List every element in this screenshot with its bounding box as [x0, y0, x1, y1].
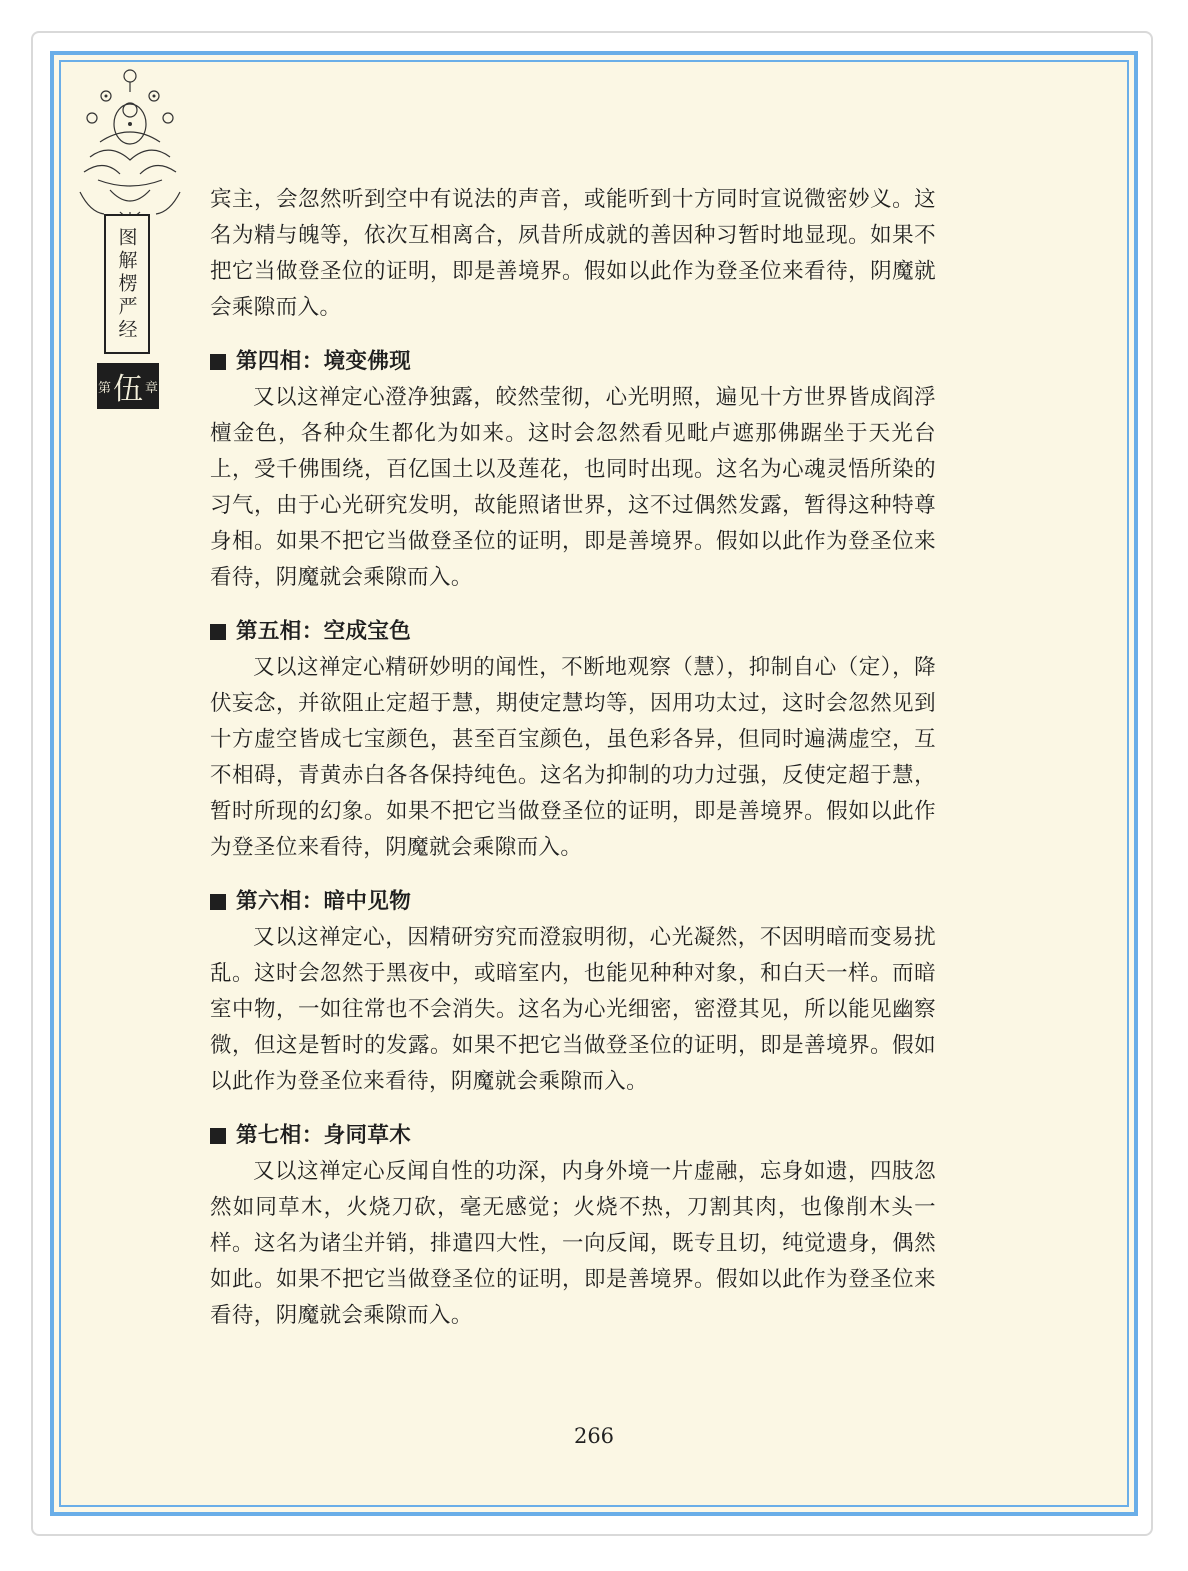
section-heading-text: 第七相：身同草木 — [236, 1123, 412, 1148]
section-heading-text: 第五相：空成宝色 — [236, 619, 412, 644]
square-bullet-icon — [210, 354, 226, 370]
section-7 — [210, 1118, 936, 1334]
chapter-number: 伍 — [113, 372, 143, 407]
page-number: 266 — [573, 1424, 615, 1448]
square-bullet-icon — [210, 894, 226, 910]
section-heading — [210, 884, 936, 920]
section-heading — [210, 1118, 936, 1154]
book-title: 图解楞严经 — [115, 226, 138, 342]
chapter-prefix: 第 — [97, 380, 111, 396]
square-bullet-icon — [210, 1128, 226, 1144]
section-5 — [210, 614, 936, 866]
book-title-label — [104, 214, 150, 354]
section-heading — [210, 344, 936, 380]
section-body: 又以这禅定心反闻自性的功深，内身外境一片虚融，忘身如遗，四肢忽然如同草木，火烧刀砍，毫无感觉；火烧不热，刀割其肉，也像削木头一样。这名为诸尘并销，排遣四大性，一向反闻，既专且切，纯觉遗身，偶然如此。如果不把它当做登圣位的证明，即是善境界。假如以此作为登圣位来看待，阴魔就会乘隙而入。 — [210, 1159, 936, 1328]
section-6 — [210, 884, 936, 1100]
square-bullet-icon — [210, 624, 226, 640]
chapter-suffix: 章 — [145, 380, 159, 396]
section-4 — [210, 344, 936, 596]
section-body: 又以这禅定心，因精研穷究而澄寂明彻，心光凝然，不因明暗而变易扰乱。这时会忽然于黑夜中，或暗室内，也能见种种对象，和白天一样。而暗室中物，一如往常也不会消失。这名为心光细密，密澄其见，所以能见幽察微，但这是暂时的发露。如果不把它当做登圣位的证明，即是善境界。假如以此作为登圣位来看待，阴魔就会乘隙而入。 — [210, 925, 936, 1094]
section-heading-text: 第六相：暗中见物 — [236, 889, 412, 914]
section-heading — [210, 614, 936, 650]
section-body: 又以这禅定心精研妙明的闻性，不断地观察（慧），抑制自心（定），降伏妄念，并欲阻止定超于慧，期使定慧均等，因用功太过，这时会忽然见到十方虚空皆成七宝颜色，甚至百宝颜色，虽色彩各异，但同时遍满虚空，互不相碍，青黄赤白各各保持纯色。这名为抑制的功力过强，反使定超于慧，暂时所现的幻象。如果不把它当做登圣位的证明，即是善境界。假如以此作为登圣位来看待，阴魔就会乘隙而入。 — [210, 655, 936, 860]
chapter-tab — [97, 363, 159, 409]
opening-paragraph: 宾主，会忽然听到空中有说法的声音，或能听到十方同时宣说微密妙义。这名为精与魄等，依次互相离合，夙昔所成就的善因种习暂时地显现。如果不把它当做登圣位的证明，即是善境界。假如以此作为登圣位来看待，阴魔就会乘隙而入。 — [210, 187, 936, 320]
page-body — [210, 182, 936, 1334]
section-heading-text: 第四相：境变佛现 — [236, 349, 412, 374]
section-body: 又以这禅定心澄净独露，皎然莹彻，心光明照，遍见十方世界皆成阎浮檀金色，各种众生都化为如来。这时会忽然看见毗卢遮那佛踞坐于天光台上，受千佛围绕，百亿国土以及莲花，也同时出现。这名为心魂灵悟所染的习气，由于心光研究发明，故能照诸世界，这不过偶然发露，暂得这种特尊身相。如果不把它当做登圣位的证明，即是善境界。假如以此作为登圣位来看待，阴魔就会乘隙而入。 — [210, 385, 936, 590]
